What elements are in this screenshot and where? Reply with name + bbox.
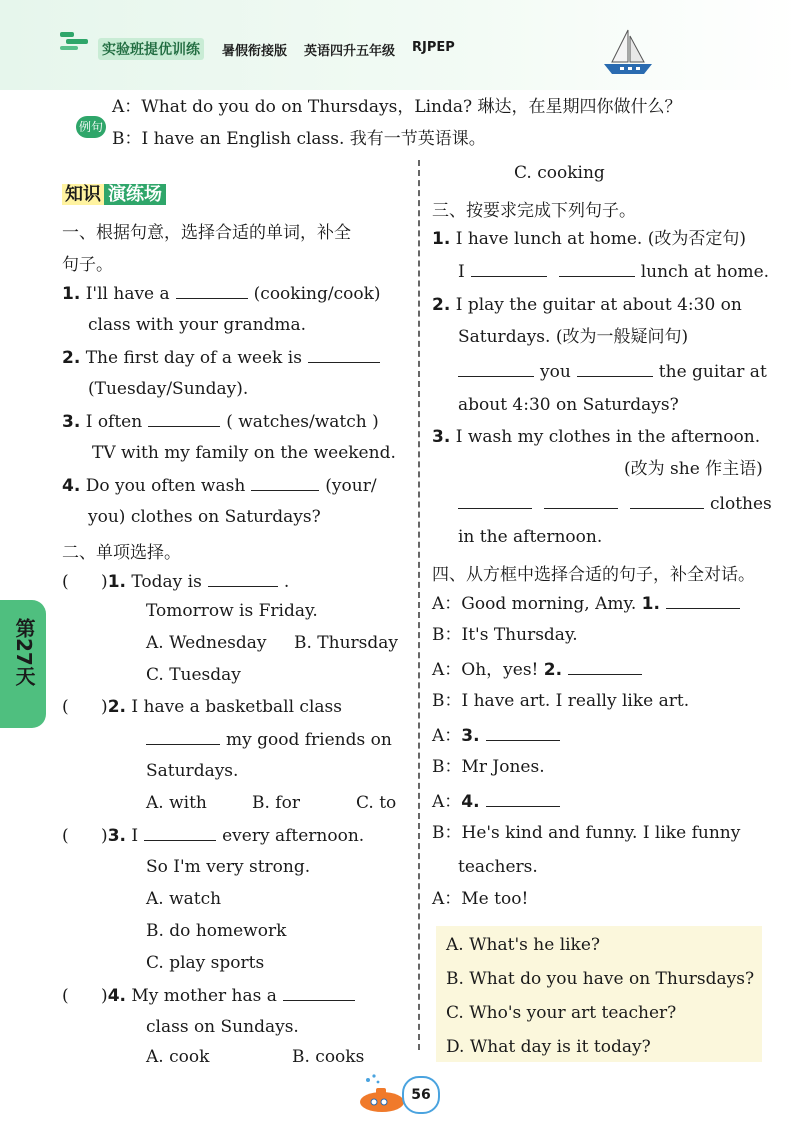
s1-q3-blank[interactable]	[148, 410, 220, 427]
s2-q1-blank[interactable]	[208, 570, 278, 587]
s2-q3-cont: So I'm very strong.	[146, 857, 311, 877]
s2-q4-blank[interactable]	[283, 984, 355, 1001]
s3-q2-blank2[interactable]	[577, 360, 653, 377]
s2-q1-cont: Tomorrow is Friday.	[146, 601, 318, 621]
s2-q2-cont2: Saturdays.	[146, 761, 239, 781]
header-grade: 英语四升五年级	[304, 44, 396, 59]
s1-q2-cont: (Tuesday/Sunday).	[88, 379, 249, 399]
s2-q2-optB[interactable]: B. for	[252, 793, 300, 813]
header-logo-icon	[60, 30, 90, 52]
s3-q1-blank2[interactable]	[559, 260, 635, 277]
s2-q2-cont: my good friends on	[146, 728, 392, 751]
header-code: RJPEP	[412, 40, 455, 55]
header-edition: 暑假衔接版	[222, 44, 288, 59]
section2-title: 二、单项选择。	[62, 543, 181, 563]
s4-line2: B：It's Thursday.	[432, 625, 578, 645]
header-brand: 实验班提优训练	[98, 38, 204, 60]
s2-q4: ( )4. My mother has a	[62, 984, 361, 1007]
s4-line8: B：He's kind and funny. I like funny	[432, 823, 741, 843]
s1-q2-blank[interactable]	[308, 346, 380, 363]
example-line-a: A：What do you do on Thursdays，Linda? 琳达，在星期四你做什么？	[112, 97, 682, 117]
s4-blank4[interactable]	[486, 790, 560, 807]
s2-q4-cont: class on Sundays.	[146, 1017, 299, 1037]
s3-q2: 2. I play the guitar at about 4:30 on	[432, 295, 742, 315]
s4-line5: A：3.	[432, 724, 566, 747]
s2-q1-optC[interactable]: C. Tuesday	[146, 665, 241, 685]
s3-q1-blank1[interactable]	[471, 260, 547, 277]
s1-q3: 3. I often ( watches/watch )	[62, 412, 379, 432]
s3-q3: 3. I wash my clothes in the afternoon.	[432, 427, 761, 447]
s4-option-a[interactable]: A. What's he like?	[446, 935, 601, 955]
s1-q1: 1. I'll have a (cooking/cook)	[62, 284, 381, 304]
page-number: 56	[402, 1076, 440, 1114]
s2-q2-optA[interactable]: A. with	[146, 793, 207, 813]
s4-line4: B：I have art. I really like art.	[432, 691, 690, 711]
s2-q3-optA[interactable]: A. watch	[146, 889, 222, 909]
s1-q1-blank[interactable]	[176, 282, 248, 299]
s1-q4: 4. Do you often wash (your/	[62, 476, 377, 496]
column-divider	[418, 160, 420, 1050]
s4-line1: A：Good morning, Amy. 1.	[432, 592, 746, 615]
s4-line6: B：Mr Jones.	[432, 757, 545, 777]
example-line-b: B：I have an English class. 我有一节英语课。	[112, 129, 486, 149]
s4-line3: A：Oh，yes! 2.	[432, 658, 648, 681]
s1-q3-cont: TV with my family on the weekend.	[92, 443, 396, 463]
s2-q1-optB[interactable]: B. Thursday	[294, 633, 399, 653]
s3-q3-blank3[interactable]	[630, 492, 704, 509]
s3-q2-answer: you the guitar at	[458, 360, 767, 383]
s3-q2-cont2: about 4:30 on Saturdays?	[458, 395, 679, 415]
s3-q3-instruction: (改为 she 作主语)	[624, 459, 763, 479]
s2-q2: ( )2. I have a basketball class	[62, 697, 342, 717]
section4-title: 四、从方框中选择合适的句子，补全对话。	[432, 565, 755, 585]
submarine-icon	[356, 1072, 408, 1116]
s3-q1: 1. I have lunch at home. (改为否定句)	[432, 229, 746, 249]
section1-title-2: 句子。	[62, 255, 113, 275]
section1-title: 一、根据句意，选择合适的单词，补全	[62, 223, 351, 243]
s2-q4-optA[interactable]: A. cook	[146, 1047, 210, 1067]
s3-q1-answer: I lunch at home.	[458, 262, 770, 282]
s4-blank3[interactable]	[486, 724, 560, 741]
s4-option-c[interactable]: C. Who's your art teacher?	[446, 1003, 677, 1023]
s4-option-b[interactable]: B. What do you have on Thursdays?	[446, 969, 755, 989]
practice-title	[62, 180, 166, 206]
s1-q2: 2. The first day of a week is	[62, 346, 386, 369]
s2-q3-optC[interactable]: C. play sports	[146, 953, 265, 973]
s3-q3-blank2[interactable]	[544, 492, 618, 509]
s2-q3: ( )3. I every afternoon.	[62, 826, 365, 846]
example-badge: 例句	[76, 116, 106, 138]
s3-q2-blank1[interactable]	[458, 360, 534, 377]
s2-q4-optC[interactable]: C. cooking	[514, 163, 605, 183]
sailboat-icon	[600, 28, 656, 76]
s3-q3-cont: in the afternoon.	[458, 527, 603, 547]
s4-line9: A：Me too!	[432, 889, 529, 909]
s2-q3-blank[interactable]	[144, 824, 216, 841]
s4-line7: A：4.	[432, 790, 566, 813]
s4-line8-cont: teachers.	[458, 857, 538, 877]
practice-title-a: 知识	[62, 184, 104, 205]
s3-q3-blank1[interactable]	[458, 492, 532, 509]
s2-q1: ( )1. Today is .	[62, 572, 290, 592]
s1-q4-blank[interactable]	[251, 474, 319, 491]
s4-option-d[interactable]: D. What day is it today?	[446, 1037, 651, 1057]
s2-q2-optC[interactable]: C. to	[356, 793, 397, 813]
s4-blank2[interactable]	[568, 658, 642, 675]
s2-q4-optB[interactable]: B. cooks	[292, 1047, 365, 1067]
practice-title-b: 演练场	[104, 184, 166, 205]
s4-blank1[interactable]	[666, 592, 740, 609]
section3-title: 三、按要求完成下列句子。	[432, 201, 636, 221]
s2-q2-blank[interactable]	[146, 728, 220, 745]
s1-q4-cont: you) clothes on Saturdays?	[88, 507, 321, 527]
s2-q3-optB[interactable]: B. do homework	[146, 921, 287, 941]
s3-q2-cont: Saturdays. (改为一般疑问句)	[458, 327, 689, 347]
day-side-tab-label: 第27天	[12, 618, 36, 686]
s2-q1-optA[interactable]: A. Wednesday	[146, 633, 267, 653]
s1-q1-cont: class with your grandma.	[88, 315, 307, 335]
s3-q3-answer: clothes	[458, 492, 772, 515]
